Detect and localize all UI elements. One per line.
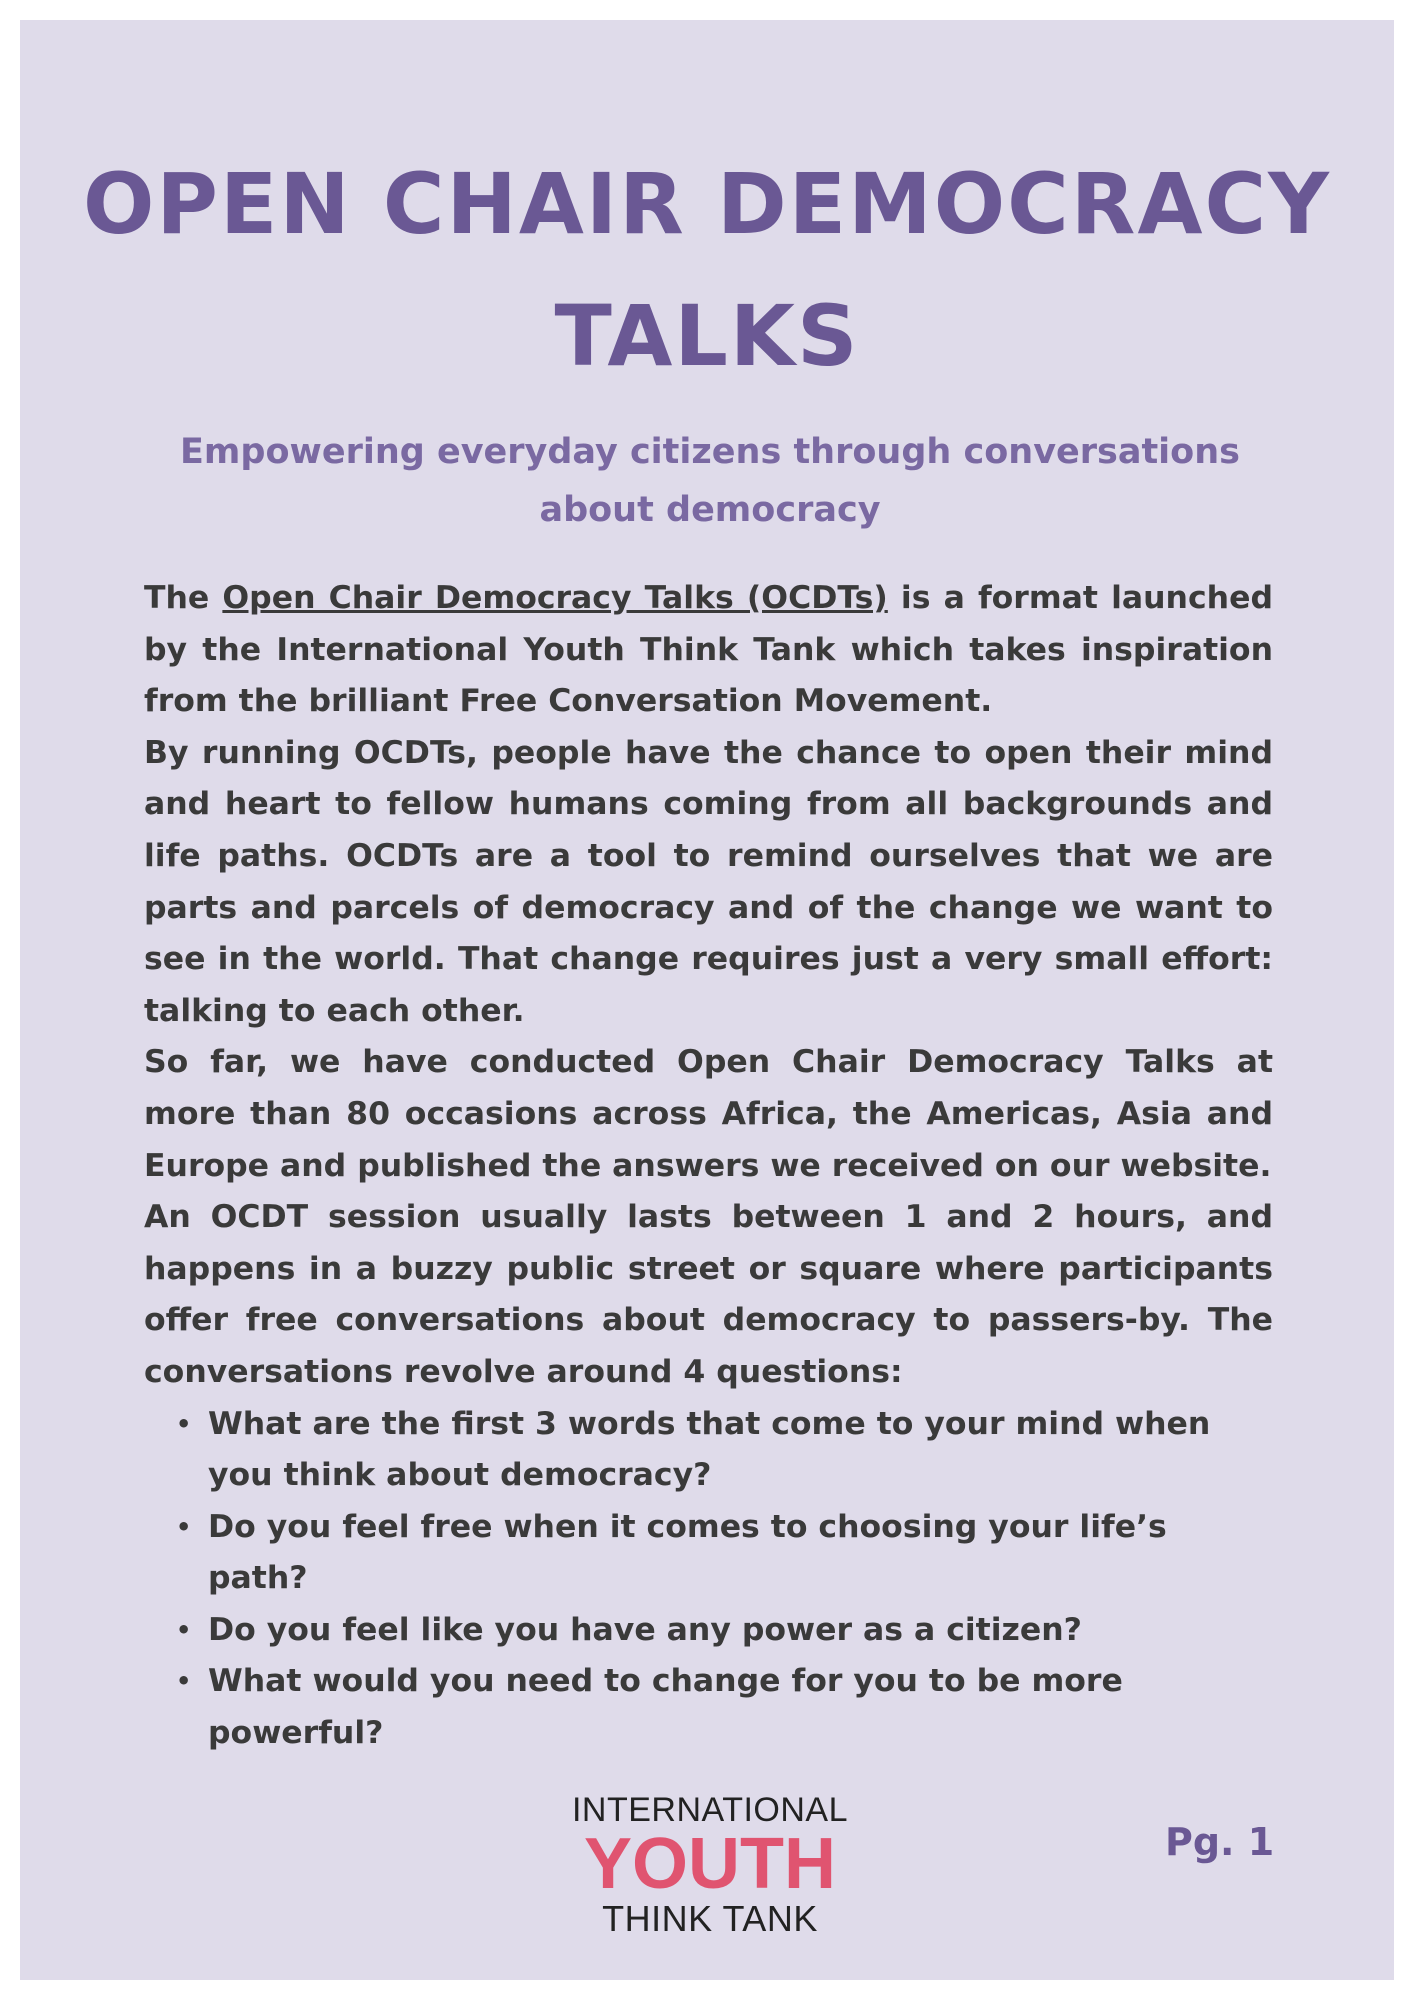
list-item: • What are the first 3 words that come to your mind when you think about democracy? bbox=[208, 1399, 1273, 1502]
purpose-paragraph: By running OCDTs, people have the chance to open their mind and heart to fellow humans coming from all backgrounds and life paths. OCDTs are a tool to remind ourselves that we are parts and parcels of democracy and of the change we want to see in the world. That change requires just a very small effort: talking to each other. bbox=[144, 734, 1273, 1029]
session-paragraph: An OCDT session usually lasts between 1 and 2 hours, and happens in a buzzy public street or square where participants offer free conversations about democracy to passers-by. The conversations revolve around 4 questions: bbox=[144, 1199, 1273, 1390]
page-number: Pg. 1 bbox=[1165, 1820, 1275, 1864]
page-title bbox=[20, 138, 1394, 402]
ocdt-link[interactable]: Open Chair Democracy Talks (OCDTs) bbox=[222, 580, 888, 616]
list-item: • Do you feel free when it comes to choosing your life’s path? bbox=[208, 1502, 1273, 1605]
page-subtitle: Empowering everyday citizens through conversations about democracy bbox=[180, 432, 1240, 530]
list-item: • What would you need to change for you to be more powerful? bbox=[208, 1656, 1273, 1759]
logo-line-think-tank: THINK TANK bbox=[602, 1898, 818, 1939]
page bbox=[20, 20, 1394, 1980]
intro-paragraph bbox=[144, 573, 1273, 728]
logo-line-youth: YOUTH bbox=[584, 1824, 836, 1904]
list-item: • Do you feel like you have any power as a citizen? bbox=[208, 1605, 1273, 1657]
intro-prefix: The bbox=[144, 580, 223, 616]
body-text bbox=[144, 573, 1273, 1760]
title-line-2: TALKS bbox=[554, 287, 860, 385]
intro-rest: is a format launched by the International Youth Think Tank which takes inspiration from the brilliant Free Conversation Movement. bbox=[144, 580, 1273, 720]
logo-line-international: INTERNATIONAL bbox=[571, 1791, 848, 1829]
questions-list bbox=[144, 1399, 1273, 1760]
history-paragraph: So far, we have conducted Open Chair Democracy Talks at more than 80 occasions across Africa, the Americas, Asia and Europe and published the answers we received on our website. bbox=[144, 1044, 1273, 1184]
iytt-logo bbox=[560, 1790, 860, 1940]
title-line-1: OPEN CHAIR DEMOCRACY bbox=[83, 155, 1331, 253]
